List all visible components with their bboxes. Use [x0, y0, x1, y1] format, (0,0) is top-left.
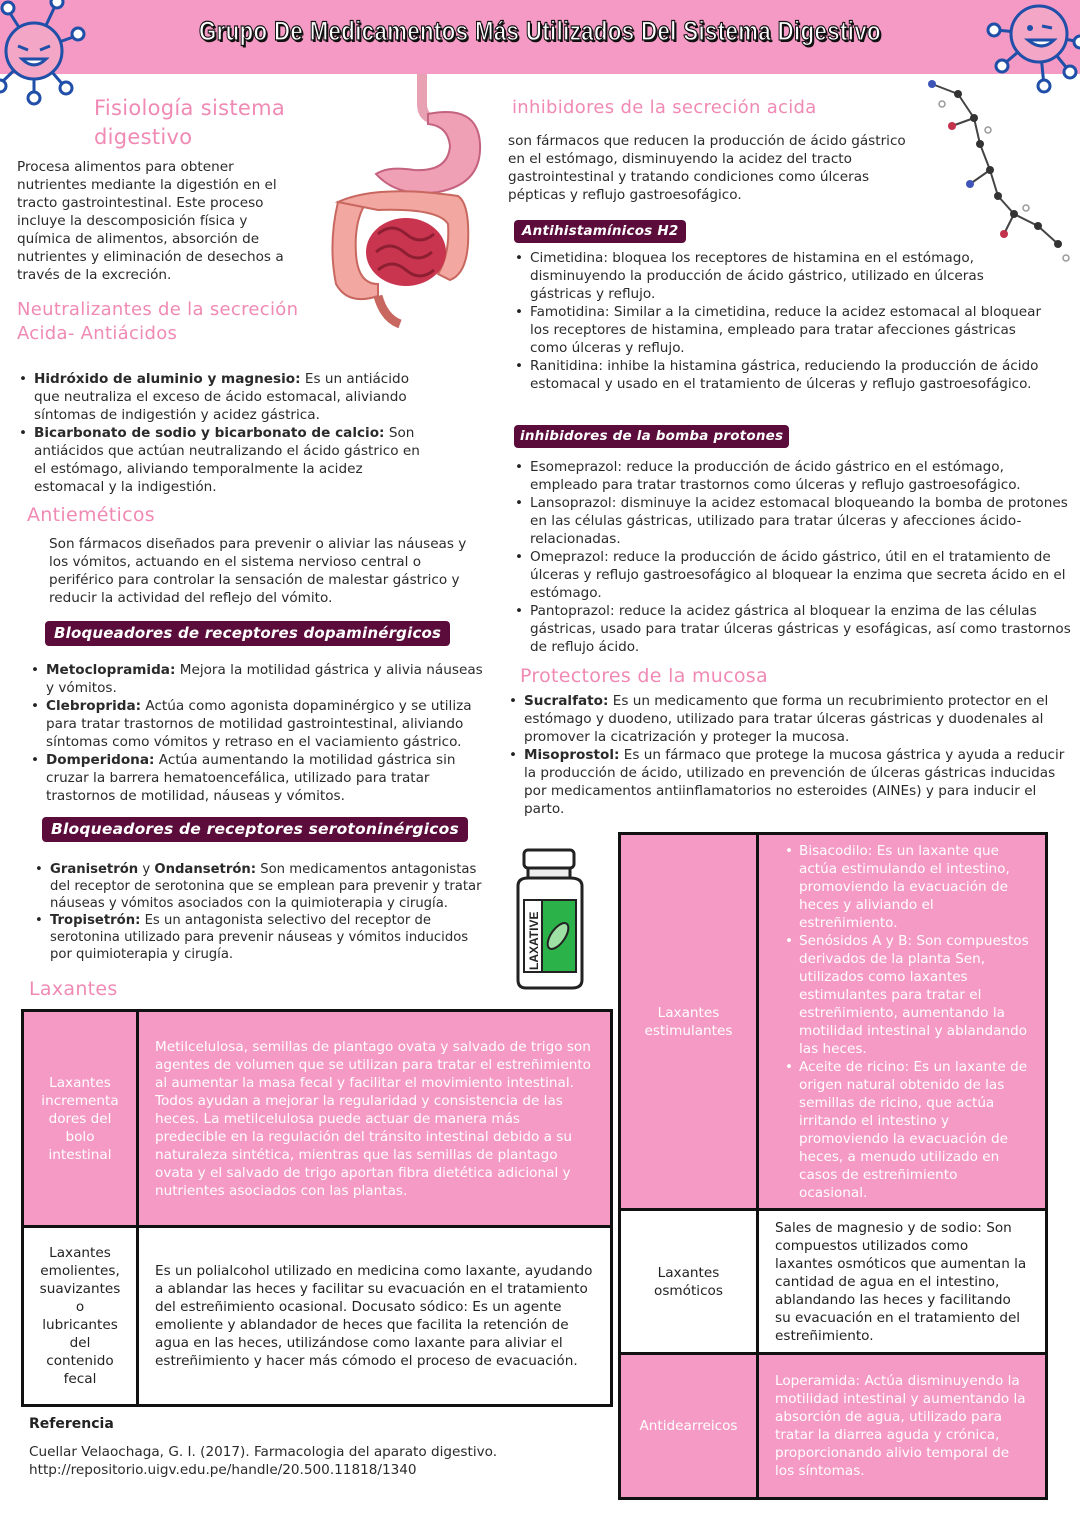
laxantes-description-cell	[758, 834, 1047, 1210]
antiacidos-list	[17, 370, 427, 496]
list-item: • Granisetrón y Ondansetrón: Son medicamentos antagonistas del receptor de serotonina que se emplean para prevenir y tratar náuseas y vómitos asociados con la quimioterapia y cirugía.	[33, 861, 493, 912]
antiemeticos-title: Antieméticos	[27, 504, 155, 526]
laxantes-category-cell: Laxantes estimulantes	[620, 834, 758, 1210]
header-banner	[0, 0, 1080, 74]
referencia-citation: Cuellar Velaochaga, G. I. (2017). Farmacologia del aparato digestivo.	[29, 1444, 498, 1460]
antihistaminicos-list	[513, 249, 1043, 393]
list-item: • Famotidina: Similar a la cimetidina, reduce la acidez estomacal al bloquear los receptores de histamina, empleado para tratar afecciones gástricas como úlceras y reflujo.	[513, 303, 1043, 357]
molecule-icon	[918, 74, 1074, 270]
list-item: • Tropisetrón: Es un antagonista selectivo del receptor de serotonina utilizado para prevenir náuseas y vómitos inducidos por quimioterapia y cirugía.	[33, 912, 493, 963]
laxantes-description-cell: Sales de magnesio y de sodio: Son compuestos utilizados como laxantes osmóticos que aumentan la cantidad de agua en el intestino, ablandando las heces y facilitando su evacuación en el tratamiento del estreñimiento.	[758, 1210, 1047, 1354]
referencia-link[interactable]: http://repositorio.uigv.edu.pe/handle/20.500.11818/1340	[29, 1462, 417, 1478]
digestive-system-icon	[318, 74, 486, 328]
list-item: • Sucralfato: Es un medicamento que forma un recubrimiento protector en el estómago y duodeno, utilizado para tratar úlceras gástricas y duodenales al promover la cicatrización y proteger la mucosa.	[507, 692, 1075, 746]
laxantes-category-cell: Antidearreicos	[620, 1354, 758, 1499]
list-item: • Cimetidina: bloquea los receptores de histamina en el estómago, disminuyendo la producción de ácido gástrico, utilizado en úlceras gástricas y reflujo.	[513, 249, 1043, 303]
laxantes-description-cell: Metilcelulosa, semillas de plantago ovata y salvado de trigo son agentes de volumen que se utilizan para tratar el estreñimiento al aumentar la masa fecal y facilitar el movimiento intestinal. Todos ayudan a mejorar la regularidad y consistencia de las heces. La metilcelulosa puede actuar de manera más predecible en la regulación del tránsito intestinal debido a su naturaleza sintética, mientras que las semillas de plantago ovata y el salvado de trigo aportan fibra dietética adicional y nutrientes asociados con las plantas.	[138, 1011, 612, 1227]
list-item: • Metoclopramida: Mejora la motilidad gástrica y alivia náuseas y vómitos.	[29, 661, 487, 697]
bomba-protones-list	[513, 458, 1075, 656]
list-item: • Esomeprazol: reduce la producción de ácido gástrico en el estómago, empleado para tratar trastornos como úlceras y reflujo gastroesofágico.	[513, 458, 1075, 494]
laxantes-title: Laxantes	[29, 978, 118, 1000]
laxative-bottle-icon	[510, 848, 590, 990]
list-item: • Bisacodilo: Es un laxante que actúa estimulando el intestino, promoviendo la evacuación de heces y aliviando el estreñimiento.	[781, 842, 1029, 932]
list-item: • Bicarbonato de sodio y bicarbonato de calcio: Son antiácidos que actúan neutralizando el ácido gástrico en el estómago, aliviando temporalmente la acidez estomacal y la indigestión.	[17, 424, 427, 496]
estimulantes-list	[781, 842, 1029, 1202]
fisiologia-text: Procesa alimentos para obtener nutrientes mediante la digestión en el tracto gastrointestinal. Este proceso incluye la descomposición física y química de alimentos, absorción de nutrientes y eliminación de desechos a través de la excreción.	[17, 159, 284, 283]
bomba-protones-badge: inhibidores de la bomba protones	[514, 425, 789, 448]
list-item: • Hidróxido de aluminio y magnesio: Es un antiácido que neutraliza el exceso de ácido estomacal, aliviando síntomas de indigestión y acidez gástrica.	[17, 370, 427, 424]
antihistaminicos-badge: Antihistamínicos H2	[514, 220, 686, 243]
list-item: • Misoprostol: Es un fármaco que protege la mucosa gástrica y ayuda a reducir la producción de ácido, utilizado en prevención de úlceras gástricas inducidas por medicamentos antiinflamatorios no esteroides (AINEs) y para inducir el parto.	[507, 746, 1075, 818]
laxantes-table-left	[21, 1009, 613, 1407]
laxantes-category-cell: Laxantes emolientes, suavizantes o lubricantes del contenido fecal	[23, 1227, 138, 1406]
laxantes-category-cell: Laxantes osmóticos	[620, 1210, 758, 1354]
fisiologia-title: Fisiología sistema digestivo	[94, 96, 285, 149]
serotoninergic-list	[33, 861, 493, 963]
laxantes-description-cell: Es un polialcohol utilizado en medicina como laxante, ayudando a ablandar las heces y facilitar su evacuación en el tratamiento del estreñimiento ocasional. Docusato sódico: Es un agente emoliente y ablandador de heces que facilita la retención de agua en las heces, utilizándose como laxante para aliviar el estreñimiento y hacer más cómodo el proceso de evacuación.	[138, 1227, 612, 1406]
antiemeticos-text: Son fármacos diseñados para prevenir o aliviar las náuseas y los vómitos, actuando en el sistema nervioso central o periférico para controlar la sensación de malestar gástrico y reducir la actividad del reflejo del vómito.	[49, 536, 467, 606]
bottle-label: LAXATIVE	[527, 911, 541, 970]
protectores-title: Protectores de la mucosa	[520, 665, 768, 687]
list-item: • Pantoprazol: reduce la acidez gástrica al bloquear la enzima de las células gástricas, usado para tratar úlceras gástricas y esofágicas, así como trastornos de reflujo ácido.	[513, 602, 1075, 656]
virus-mascot-left-icon	[0, 0, 86, 116]
inhibidores-title: inhibidores de la secreción acida	[512, 97, 817, 118]
laxantes-table-right	[618, 832, 1048, 1500]
laxantes-description-cell: Loperamida: Actúa disminuyendo la motilidad intestinal y aumentando la absorción de agua, utilizado para tratar la diarrea aguda y crónica, proporcionando alivio temporal de los síntomas.	[758, 1354, 1047, 1499]
dopaminergic-list	[29, 661, 487, 805]
list-item: • Domperidona: Actúa aumentando la motilidad gástrica sin cruzar la barrera hematoencefálica, utilizado para tratar trastornos de motilidad, náuseas y vómitos.	[29, 751, 487, 805]
inhibidores-text: son fármacos que reducen la producción de ácido gástrico en el estómago, disminuyendo la acidez del tracto gastrointestinal y tratando condiciones como úlceras pépticas y reflujo gastroesofágico.	[508, 133, 906, 203]
list-item: • Aceite de ricino: Es un laxante de origen natural obtenido de las semillas de ricino, que actúa irritando el intestino y promoviendo la evacuación de heces, a menudo utilizado en casos de estreñimiento ocasional.	[781, 1058, 1029, 1202]
list-item: • Clebroprida: Actúa como agonista dopaminérgico y se utiliza para tratar trastornos de motilidad gastrointestinal, aliviando síntomas como vómitos y retraso en el vaciamiento gástrico.	[29, 697, 487, 751]
list-item: • Omeprazol: reduce la producción de ácido gástrico, útil en el tratamiento de úlceras y reflujo gastroesofágico al bloquear la enzima que secreta ácido en el estómago.	[513, 548, 1075, 602]
dopaminergic-badge: Bloqueadores de receptores dopaminérgicos	[45, 621, 450, 646]
list-item: • Senósidos A y B: Son compuestos derivados de la planta Sen, utilizados como laxantes estimulantes para tratar el estreñimiento, aumentando la motilidad intestinal y ablandando las heces.	[781, 932, 1029, 1058]
serotoninergic-badge: Bloqueadores de receptores serotoninérgicos	[42, 817, 468, 842]
laxantes-category-cell: Laxantes incrementa dores del bolo intestinal	[23, 1011, 138, 1227]
list-item: • Lansoprazol: disminuye la acidez estomacal bloqueando la bomba de protones en las células gástricas, utilizado para tratar úlceras y afecciones ácido-relacionadas.	[513, 494, 1075, 548]
list-item: • Ranitidina: inhibe la histamina gástrica, reduciendo la producción de ácido estomacal y usado en el tratamiento de úlceras y reflujo gastroesofágico.	[513, 357, 1043, 393]
protectores-list	[507, 692, 1075, 818]
referencia-title: Referencia	[29, 1416, 114, 1432]
neutralizantes-title: Neutralizantes de la secreción Acida- Antiácidos	[17, 299, 299, 344]
page-title: Grupo De Medicamentos Más Utilizados Del Sistema Digestivo	[198, 16, 881, 46]
